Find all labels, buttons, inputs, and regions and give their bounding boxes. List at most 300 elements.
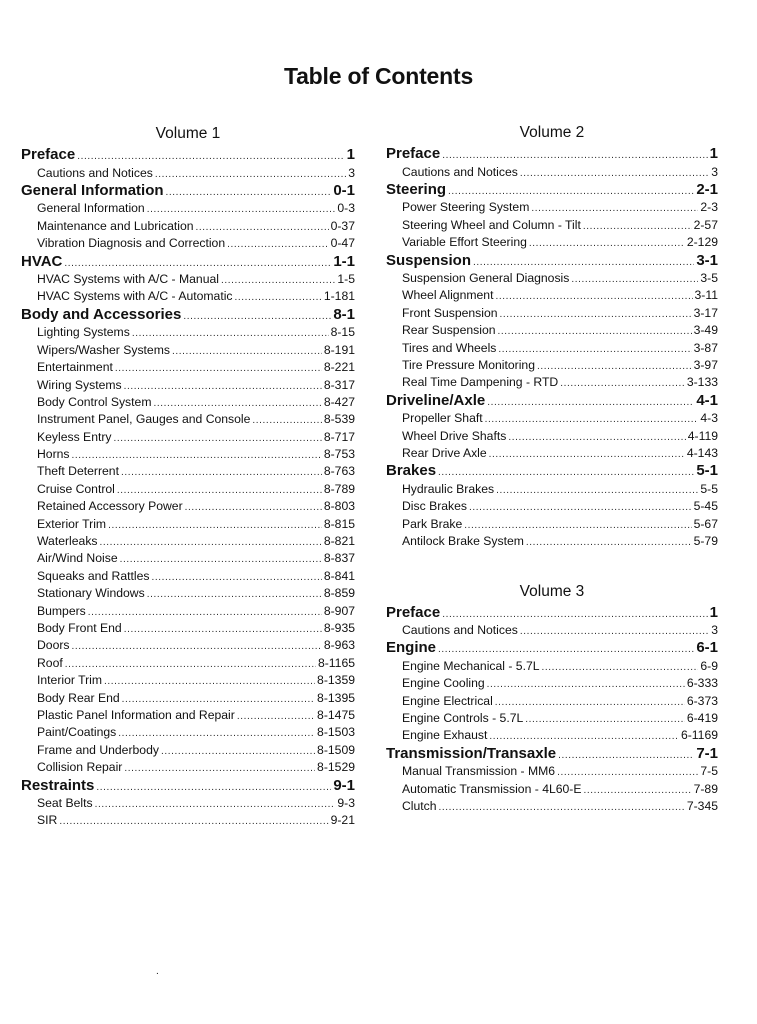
- section-page: 2-1: [696, 180, 718, 198]
- dot-leader: [161, 742, 315, 760]
- entry-row[interactable]: [21, 568, 355, 585]
- entry-page: 3-11: [694, 288, 718, 303]
- dot-leader: [147, 585, 322, 603]
- entry-row[interactable]: [386, 287, 718, 304]
- entry-row[interactable]: [386, 270, 718, 287]
- section-row[interactable]: [386, 145, 718, 164]
- dot-leader: [124, 759, 315, 777]
- entry-row[interactable]: [386, 199, 718, 216]
- entry-row[interactable]: [21, 620, 355, 637]
- dot-leader: [153, 394, 321, 412]
- entry-row[interactable]: [21, 672, 355, 689]
- section-page: 1: [346, 146, 355, 163]
- volume-3: [386, 582, 718, 816]
- dot-leader: [496, 481, 698, 499]
- entry-row[interactable]: [21, 463, 355, 480]
- dot-leader: [498, 340, 691, 358]
- dot-leader: [487, 392, 694, 412]
- dot-leader: [104, 672, 315, 690]
- entry-page: 8-1509: [317, 742, 355, 757]
- dot-leader: [172, 342, 322, 360]
- entry-page: 8-317: [323, 377, 355, 392]
- entry-title: HVAC Systems with A/C - Manual: [37, 272, 219, 287]
- dot-leader: [485, 410, 699, 428]
- entry-title: Plastic Panel Information and Repair: [37, 707, 235, 722]
- section-row[interactable]: [386, 745, 718, 764]
- entry-title: Lighting Systems: [37, 325, 130, 340]
- entry-page: 8-841: [323, 568, 355, 583]
- entry-title: Front Suspension: [402, 305, 498, 320]
- volume-2-3-column: [386, 123, 718, 816]
- entry-title: Engine Electrical: [402, 693, 493, 708]
- section-title: Restraints: [21, 776, 95, 794]
- entry-title: Clutch: [402, 799, 437, 814]
- entry-row[interactable]: [21, 324, 355, 341]
- entry-page: 3-87: [693, 340, 718, 355]
- section-row[interactable]: [386, 252, 718, 271]
- dot-leader: [227, 235, 328, 253]
- entry-row[interactable]: [21, 481, 355, 498]
- entry-title: Engine Cooling: [402, 676, 485, 691]
- section-title: Preface: [21, 146, 76, 163]
- entry-title: Instrument Panel, Gauges and Console: [37, 412, 251, 427]
- dot-leader: [64, 253, 331, 273]
- entry-page: 8-837: [323, 551, 355, 566]
- dot-leader: [183, 306, 331, 326]
- dot-leader: [95, 795, 336, 813]
- dot-leader: [147, 200, 336, 218]
- section-title: Preface: [386, 145, 441, 162]
- section-title: Brakes: [386, 462, 437, 480]
- entry-row[interactable]: [21, 707, 355, 724]
- entry-row[interactable]: [386, 516, 718, 533]
- entry-page: 0-37: [330, 218, 355, 233]
- dot-leader: [495, 287, 692, 305]
- section-title: Preface: [386, 603, 441, 621]
- entry-page: 8-1503: [317, 725, 355, 740]
- entry-row[interactable]: [386, 374, 718, 391]
- dot-leader: [438, 462, 694, 482]
- entry-title: Waterleaks: [37, 534, 98, 549]
- entry-row[interactable]: [386, 693, 718, 710]
- volume-title: Volume 2: [519, 124, 585, 141]
- entry-title: Park Brake: [402, 516, 463, 531]
- entry-row[interactable]: [21, 165, 355, 182]
- section-row[interactable]: [21, 182, 355, 201]
- entry-page: 8-191: [323, 342, 355, 357]
- dot-leader: [120, 550, 322, 568]
- dot-leader: [498, 322, 692, 340]
- dot-leader: [442, 145, 707, 165]
- volume-1-column: [21, 124, 355, 830]
- entry-row[interactable]: [386, 217, 718, 234]
- entry-row[interactable]: [386, 445, 718, 462]
- dot-leader: [542, 658, 699, 676]
- dot-leader: [72, 446, 322, 464]
- volume-2: [386, 123, 718, 551]
- entry-page: 3: [348, 165, 355, 180]
- entry-row[interactable]: [386, 164, 718, 181]
- entry-title: Vibration Diagnosis and Correction: [37, 236, 226, 251]
- entry-row[interactable]: [21, 235, 355, 252]
- dot-leader: [252, 411, 321, 429]
- section-row[interactable]: [21, 306, 355, 325]
- dot-leader: [439, 798, 685, 816]
- entry-row[interactable]: [386, 305, 718, 322]
- entry-page: 3: [711, 164, 718, 179]
- entry-title: Wipers/Washer Systems: [37, 342, 170, 357]
- entry-page: 1-181: [323, 289, 355, 304]
- dot-leader: [508, 428, 685, 446]
- entry-title: Antilock Brake System: [402, 534, 524, 549]
- dot-leader: [584, 781, 692, 799]
- section-page: 9-1: [333, 776, 355, 794]
- entry-page: 8-963: [323, 638, 355, 653]
- entry-page: 3-49: [693, 323, 718, 338]
- entry-row[interactable]: [21, 533, 355, 550]
- entry-page: 6-373: [686, 693, 718, 708]
- dot-leader: [526, 533, 692, 551]
- entry-page: 8-935: [323, 620, 355, 635]
- entry-page: 6-1169: [680, 728, 718, 743]
- entry-page: 8-859: [323, 586, 355, 601]
- entry-title: Body Rear End: [37, 690, 120, 705]
- entry-row[interactable]: [21, 550, 355, 567]
- section-page: 1-1: [333, 252, 355, 270]
- entry-page: 8-427: [323, 394, 355, 409]
- dot-leader: [118, 724, 315, 742]
- volume-title: Volume 1: [155, 125, 221, 142]
- entry-page: 4-3: [700, 411, 718, 426]
- dot-leader: [117, 481, 322, 499]
- entry-row[interactable]: [21, 603, 355, 620]
- entry-row[interactable]: [21, 742, 355, 759]
- entry-page: 3: [711, 623, 718, 638]
- entry-page: 3-97: [693, 358, 718, 373]
- dot-leader: [96, 777, 331, 797]
- dot-leader: [558, 745, 694, 765]
- entry-page: 8-1395: [317, 690, 355, 705]
- dot-leader: [100, 533, 322, 551]
- entry-page: 3-17: [693, 305, 718, 320]
- entry-page: 8-907: [323, 603, 355, 618]
- entry-row[interactable]: [21, 342, 355, 359]
- entry-page: 1-5: [337, 272, 355, 287]
- entry-row[interactable]: [386, 675, 718, 692]
- dot-leader: [114, 429, 322, 447]
- dot-leader: [531, 199, 698, 217]
- entry-title: Engine Controls - 5.7L: [402, 711, 524, 726]
- entry-title: Power Steering System: [402, 200, 530, 215]
- dot-leader: [489, 727, 679, 745]
- entry-title: Keyless Entry: [37, 429, 112, 444]
- entry-title: Engine Mechanical - 5.7L: [402, 658, 540, 673]
- entry-row[interactable]: [21, 394, 355, 411]
- entry-page: 7-345: [686, 799, 718, 814]
- section-row[interactable]: [386, 639, 718, 658]
- entry-title: Wheel Alignment: [402, 288, 494, 303]
- entry-title: Body Control System: [37, 394, 152, 409]
- entry-title: Theft Deterrent: [37, 464, 119, 479]
- dot-leader: [77, 146, 344, 166]
- entry-page: 4-119: [687, 428, 718, 443]
- dot-leader: [132, 324, 329, 342]
- dot-leader: [124, 620, 322, 638]
- entry-title: Rear Drive Axle: [402, 446, 487, 461]
- dot-leader: [537, 357, 692, 375]
- dot-leader: [487, 675, 685, 693]
- section-row[interactable]: [386, 462, 718, 481]
- section-page: 5-1: [696, 462, 718, 480]
- entry-row[interactable]: [21, 446, 355, 463]
- section-page: 3-1: [696, 251, 718, 269]
- entry-title: Steering Wheel and Column - Tilt: [402, 217, 581, 232]
- entry-page: 8-1529: [317, 760, 355, 775]
- entry-title: HVAC Systems with A/C - Automatic: [37, 289, 233, 304]
- dot-leader: [529, 234, 685, 252]
- dot-leader: [235, 288, 322, 306]
- entry-title: Suspension General Diagnosis: [402, 271, 570, 286]
- section-row[interactable]: [21, 146, 355, 165]
- volume-title: Volume 3: [519, 582, 585, 600]
- entry-title: SIR: [37, 813, 58, 828]
- entry-title: Collision Repair: [37, 760, 123, 775]
- entry-page: 7-5: [700, 764, 718, 779]
- entry-title: Doors: [37, 638, 70, 653]
- section-title: Transmission/Transaxle: [386, 744, 557, 762]
- entry-title: Seat Belts: [37, 796, 93, 810]
- entry-title: Bumpers: [37, 603, 86, 618]
- entry-page: 2-57: [693, 217, 718, 232]
- entry-row[interactable]: [21, 288, 355, 305]
- section-title: HVAC: [21, 252, 63, 270]
- entry-row[interactable]: [386, 357, 718, 374]
- dot-leader: [469, 498, 692, 516]
- section-row[interactable]: [386, 604, 718, 623]
- dot-leader: [237, 707, 315, 725]
- dot-leader: [72, 637, 322, 655]
- entry-page: 8-763: [323, 464, 355, 479]
- entry-row[interactable]: [21, 759, 355, 776]
- entry-page: 3-133: [686, 375, 718, 390]
- entry-title: Cautions and Notices: [37, 165, 153, 180]
- dot-leader: [473, 252, 694, 272]
- entry-row[interactable]: [21, 637, 355, 654]
- entry-title: Exterior Trim: [37, 516, 107, 531]
- entry-page: 8-789: [323, 481, 355, 496]
- entry-title: Squeaks and Rattles: [37, 568, 150, 583]
- entry-row[interactable]: [386, 727, 718, 744]
- section-row[interactable]: [21, 777, 355, 796]
- entry-title: General Information: [37, 201, 145, 216]
- entry-page: 5-79: [693, 534, 718, 549]
- entry-row[interactable]: [21, 585, 355, 602]
- entry-row[interactable]: [386, 410, 718, 427]
- entry-row[interactable]: [21, 359, 355, 376]
- entry-page: 8-1359: [317, 673, 355, 688]
- entry-page: 6-9: [700, 658, 718, 673]
- entry-title: Rear Suspension: [402, 323, 496, 338]
- entry-title: Interior Trim: [37, 673, 103, 688]
- entry-row[interactable]: [386, 481, 718, 498]
- dot-leader: [185, 498, 322, 516]
- entry-title: Body Front End: [37, 620, 122, 635]
- dot-leader: [489, 445, 685, 463]
- entry-page: 5-45: [693, 499, 718, 514]
- dot-leader: [122, 690, 315, 708]
- entry-title: Maintenance and Lubrication: [37, 218, 194, 233]
- stray-mark: .: [156, 966, 159, 977]
- entry-title: Paint/Coatings: [37, 725, 117, 740]
- entry-title: Real Time Dampening - RTD: [402, 375, 559, 390]
- page-title: Table of Contents: [283, 63, 474, 89]
- entry-page: 6-419: [686, 711, 718, 726]
- section-title: General Information: [21, 181, 164, 199]
- entry-row[interactable]: [386, 781, 718, 798]
- entry-page: 7-89: [693, 781, 718, 796]
- dot-leader: [108, 516, 322, 534]
- dot-leader: [121, 463, 322, 481]
- entry-page: 4-143: [686, 446, 718, 461]
- section-row[interactable]: [21, 253, 355, 272]
- section-page: 4-1: [696, 391, 718, 409]
- entry-page: 5-5: [700, 481, 718, 496]
- entry-row[interactable]: [386, 622, 718, 639]
- section-title: Driveline/Axle: [386, 391, 486, 409]
- section-title: Steering: [386, 180, 447, 198]
- entry-title: Roof: [37, 655, 63, 670]
- entry-title: Hydraulic Brakes: [402, 481, 495, 496]
- section-page: 7-1: [696, 744, 718, 762]
- dot-leader: [196, 218, 329, 236]
- entry-page: 3-5: [700, 271, 718, 286]
- entry-row[interactable]: [21, 200, 355, 217]
- entry-row[interactable]: [386, 798, 718, 815]
- entry-row[interactable]: [21, 271, 355, 288]
- entry-title: Horns: [37, 447, 70, 462]
- entry-title: Air/Wind Noise: [37, 551, 118, 566]
- dot-leader: [442, 604, 707, 624]
- section-page: 0-1: [333, 181, 355, 199]
- dot-leader: [438, 639, 694, 659]
- dot-leader: [583, 217, 692, 235]
- entry-title: Variable Effort Steering: [402, 235, 527, 250]
- entry-row[interactable]: [386, 533, 718, 550]
- section-page: 8-1: [333, 305, 355, 323]
- entry-row[interactable]: [386, 710, 718, 727]
- entry-row[interactable]: [21, 795, 355, 812]
- entry-row[interactable]: [21, 724, 355, 741]
- volume-1: [21, 124, 355, 830]
- entry-page: 8-815: [323, 516, 355, 531]
- entry-row[interactable]: [386, 340, 718, 357]
- dot-leader: [520, 622, 709, 640]
- entry-page: 0-3: [337, 201, 355, 216]
- entry-page: 2-3: [700, 200, 718, 215]
- entry-page: 8-717: [323, 429, 355, 444]
- section-page: 1: [709, 145, 718, 162]
- dot-leader: [59, 812, 328, 830]
- entry-row[interactable]: [21, 690, 355, 707]
- dot-leader: [571, 270, 698, 288]
- entry-page: 5-67: [693, 516, 718, 531]
- entry-title: Cautions and Notices: [402, 164, 518, 179]
- entry-page: 6-333: [686, 676, 718, 691]
- entry-row[interactable]: [21, 377, 355, 394]
- entry-row[interactable]: [21, 411, 355, 428]
- entry-title: Retained Accessory Power: [37, 499, 183, 514]
- entry-title: Automatic Transmission - 4L60-E: [402, 781, 582, 796]
- entry-page: 8-1165: [317, 655, 355, 670]
- entry-title: Entertainment: [37, 360, 113, 375]
- section-title: Body and Accessories: [21, 305, 182, 323]
- entry-page: 2-129: [686, 235, 718, 250]
- entry-row[interactable]: [21, 812, 355, 829]
- section-title: Engine: [386, 639, 437, 657]
- entry-row[interactable]: [386, 498, 718, 515]
- entry-row[interactable]: [21, 655, 355, 672]
- section-page: 6-1: [696, 639, 718, 657]
- entry-title: Stationary Windows: [37, 586, 145, 601]
- dot-leader: [500, 305, 692, 323]
- dot-leader: [495, 693, 685, 711]
- entry-title: Tires and Wheels: [402, 340, 497, 355]
- entry-page: 8-539: [323, 412, 355, 427]
- entry-page: 8-221: [323, 360, 355, 375]
- entry-page: 8-803: [323, 499, 355, 514]
- entry-row[interactable]: [386, 234, 718, 251]
- dot-leader: [65, 655, 316, 673]
- entry-row[interactable]: [21, 429, 355, 446]
- entry-row[interactable]: [386, 658, 718, 675]
- dot-leader: [221, 271, 335, 289]
- dot-leader: [560, 374, 685, 392]
- entry-row[interactable]: [21, 498, 355, 515]
- dot-leader: [166, 182, 332, 202]
- entry-page: 8-15: [330, 325, 355, 340]
- section-row[interactable]: [386, 181, 718, 200]
- dot-leader: [557, 763, 698, 781]
- section-row[interactable]: [386, 392, 718, 411]
- entry-title: Wheel Drive Shafts: [402, 428, 507, 443]
- entry-title: Wiring Systems: [37, 377, 122, 392]
- dot-leader: [124, 377, 322, 395]
- dot-leader: [88, 603, 322, 621]
- entry-row[interactable]: [21, 516, 355, 533]
- entry-row[interactable]: [21, 218, 355, 235]
- entry-row[interactable]: [386, 763, 718, 780]
- entry-title: Tire Pressure Monitoring: [402, 358, 535, 373]
- entry-page: 8-821: [323, 534, 355, 549]
- entry-title: Frame and Underbody: [37, 742, 159, 757]
- dot-leader: [115, 359, 322, 377]
- dot-leader: [151, 568, 321, 586]
- dot-leader: [520, 164, 709, 182]
- entry-title: Manual Transmission - MM6: [402, 764, 556, 779]
- entry-title: Cruise Control: [37, 481, 115, 496]
- entry-row[interactable]: [386, 322, 718, 339]
- entry-page: 8-753: [323, 447, 355, 462]
- section-title: Suspension: [386, 251, 472, 269]
- entry-page: 9-3: [337, 796, 355, 810]
- dot-leader: [448, 181, 694, 201]
- entry-title: Disc Brakes: [402, 499, 468, 514]
- entry-page: 0-47: [330, 236, 355, 251]
- dot-leader: [155, 165, 346, 183]
- entry-page: 8-1475: [317, 707, 355, 722]
- entry-row[interactable]: [386, 428, 718, 445]
- section-page: 1: [709, 603, 718, 621]
